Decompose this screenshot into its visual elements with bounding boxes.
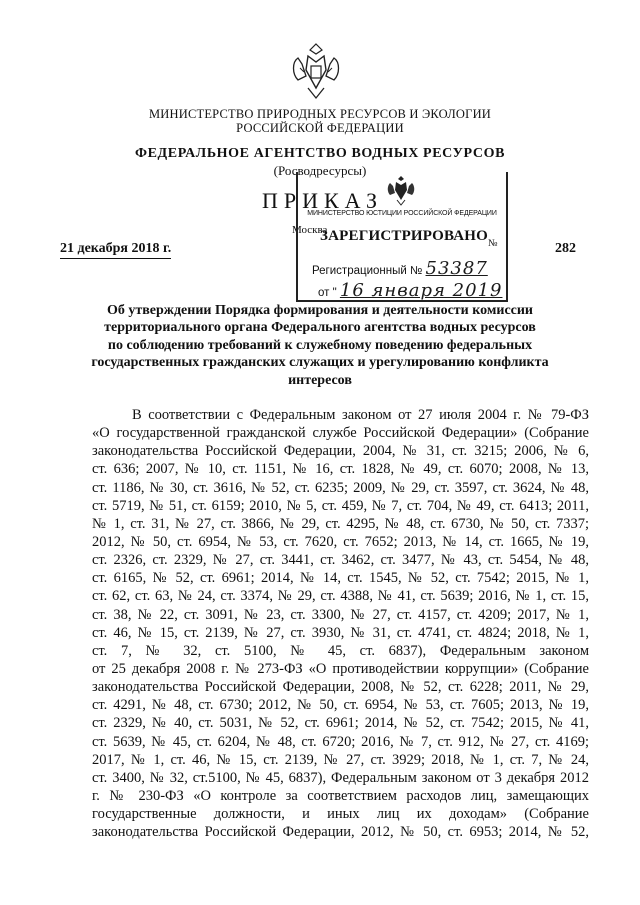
stamp-emblem-icon bbox=[386, 174, 416, 206]
document-type: ПРИКАЗ bbox=[262, 188, 384, 213]
body-line: ст. 1186, № 30, ст. 3616, № 52, ст. 6235; 2009, № 29, ст. 3597, ст. 3624, № 48, bbox=[92, 479, 589, 496]
stamp-number-mark: № bbox=[488, 238, 498, 249]
body-line: государственные должности, и иных лиц их доходам» (Собрание bbox=[92, 806, 589, 823]
agency-short-name: (Росводресурсы) bbox=[273, 163, 367, 178]
coat-of-arms-icon bbox=[288, 40, 344, 104]
body-line: ст. 7, № 32, ст. 5100, № 45, ст. 6837), Федеральным законом bbox=[92, 642, 589, 659]
body-line: ст. 46, № 15, ст. 2139, № 27, ст. 3930, № 31, ст. 4741, ст. 4824; 2018, № 1, bbox=[92, 624, 589, 641]
body-line: ст. 3400, № 32, ст.5100, № 45, 6837), Федеральным законом от 3 декабря 2012 bbox=[92, 769, 589, 786]
title-line: территориального органа Федерального агентства водных ресурсов bbox=[104, 320, 536, 336]
body-line: ст. 5639, № 45, ст. 6204, № 48, ст. 6720; 2016, № 7, ст. 912, № 27, ст. 4169; bbox=[92, 733, 589, 750]
order-number: 282 bbox=[555, 241, 576, 256]
body-line: 2017, № 1, ст. 46, № 15, ст. 2139, № 27, ст. 3929; 2018, № 1, ст. 7, № 24, bbox=[92, 751, 589, 768]
body-line: В соответствии с Федеральным законом от 27 июля 2004 г. № 79-ФЗ bbox=[132, 407, 589, 423]
stamp-registered: ЗАРЕГИСТРИРОВАНО bbox=[320, 228, 488, 244]
body-line: ст. 6165, № 52, ст. 6961; 2014, № 14, ст. 1545, № 52, ст. 7542; 2015, № 1, bbox=[92, 570, 589, 587]
body-line: законодательства Российской Федерации, 2012, № 50, ст. 6953; 2014, № 52, bbox=[92, 824, 589, 841]
ministry-name-line1: МИНИСТЕРСТВО ПРИРОДНЫХ РЕСУРСОВ И ЭКОЛОГИИ bbox=[148, 107, 492, 121]
body-line: «О государственной гражданской службе Российской Федерации» (Собрание bbox=[92, 425, 589, 442]
stamp-date-value: 16 января 2019 bbox=[339, 280, 503, 301]
registration-stamp bbox=[296, 172, 508, 302]
body-line: ст. 5719, № 51, ст. 6159; 2010, № 5, ст. 459, № 7, ст. 704, № 49, ст. 6413; 2011, bbox=[92, 497, 589, 514]
title-line: государственных гражданских служащих и урегулированию конфликта bbox=[91, 355, 549, 371]
body-line: законодательства Российской Федерации, 2008, № 52, ст. 6228; 2011, № 29, bbox=[92, 679, 589, 696]
body-line: ст. 2326, ст. 2329, № 27, ст. 3441, ст. 3462, ст. 3477, № 43, ст. 5454, № 48, bbox=[92, 552, 589, 569]
body-line: г. № 230-ФЗ «О контроле за соответствием расходов лиц, замещающих bbox=[92, 787, 589, 804]
body-line: № 1, ст. 31, № 27, ст. 3866, № 29, ст. 4295, № 48, ст. 6730, № 50, ст. 7337; bbox=[92, 515, 589, 532]
body-line: ст. 62, ст. 63, № 24, ст. 3374, № 29, ст. 4388, № 41, ст. 5639; 2016, № 1, ст. 15, bbox=[92, 588, 589, 605]
document-body bbox=[92, 406, 589, 841]
body-line: от 25 декабря 2008 г. № 273-ФЗ «О противодействии коррупции» (Собрание bbox=[92, 660, 589, 677]
document-title bbox=[40, 302, 600, 389]
stamp-reg-label: Регистрационный № bbox=[312, 265, 423, 277]
body-line: 2012, № 50, ст. 6954, № 53, ст. 7620, ст. 7652; 2013, № 14, ст. 1665, № 19, bbox=[92, 533, 589, 550]
title-line: интересов bbox=[288, 372, 352, 388]
stamp-date-label: от " bbox=[318, 287, 337, 299]
agency-name: ФЕДЕРАЛЬНОЕ АГЕНТСТВО ВОДНЫХ РЕСУРСОВ bbox=[134, 146, 506, 161]
ministry-name-line2: РОССИЙСКОЙ ФЕДЕРАЦИИ bbox=[236, 121, 404, 135]
body-line: ст. 2329, № 40, ст. 5031, № 52, ст. 6961; 2014, № 52, ст. 7542; 2015, № 41, bbox=[92, 715, 589, 732]
title-line: по соблюдению требований к служебному поведению федеральных bbox=[107, 337, 533, 353]
order-date: 21 декабря 2018 г. bbox=[60, 241, 171, 259]
stamp-ministry: МИНИСТЕРСТВО ЮСТИЦИИ РОССИЙСКОЙ ФЕДЕРАЦИИ bbox=[307, 210, 497, 217]
stamp-registration-row bbox=[312, 258, 488, 279]
stamp-reg-number: 53387 bbox=[425, 258, 488, 279]
body-line: ст. 4291, № 48, ст. 6730; 2012, № 50, ст. 6954, № 53, ст. 7605; 2013, № 19, bbox=[92, 697, 589, 714]
body-line: ст. 38, № 22, ст. 3091, № 23, ст. 3300, № 27, ст. 4157, ст. 4209; 2017, № 1, bbox=[92, 606, 589, 623]
stamp-date-row bbox=[318, 280, 502, 301]
title-line: Об утверждении Порядка формирования и деятельности комиссии bbox=[106, 303, 533, 318]
body-line: законодательства Российской Федерации, 2004, № 31, ст. 3215; 2006, № 6, bbox=[92, 443, 589, 460]
body-line: ст. 636; 2007, № 10, ст. 1151, № 16, ст. 1828, № 49, ст. 6070; 2008, № 13, bbox=[92, 461, 589, 478]
city: Москва bbox=[292, 224, 328, 236]
